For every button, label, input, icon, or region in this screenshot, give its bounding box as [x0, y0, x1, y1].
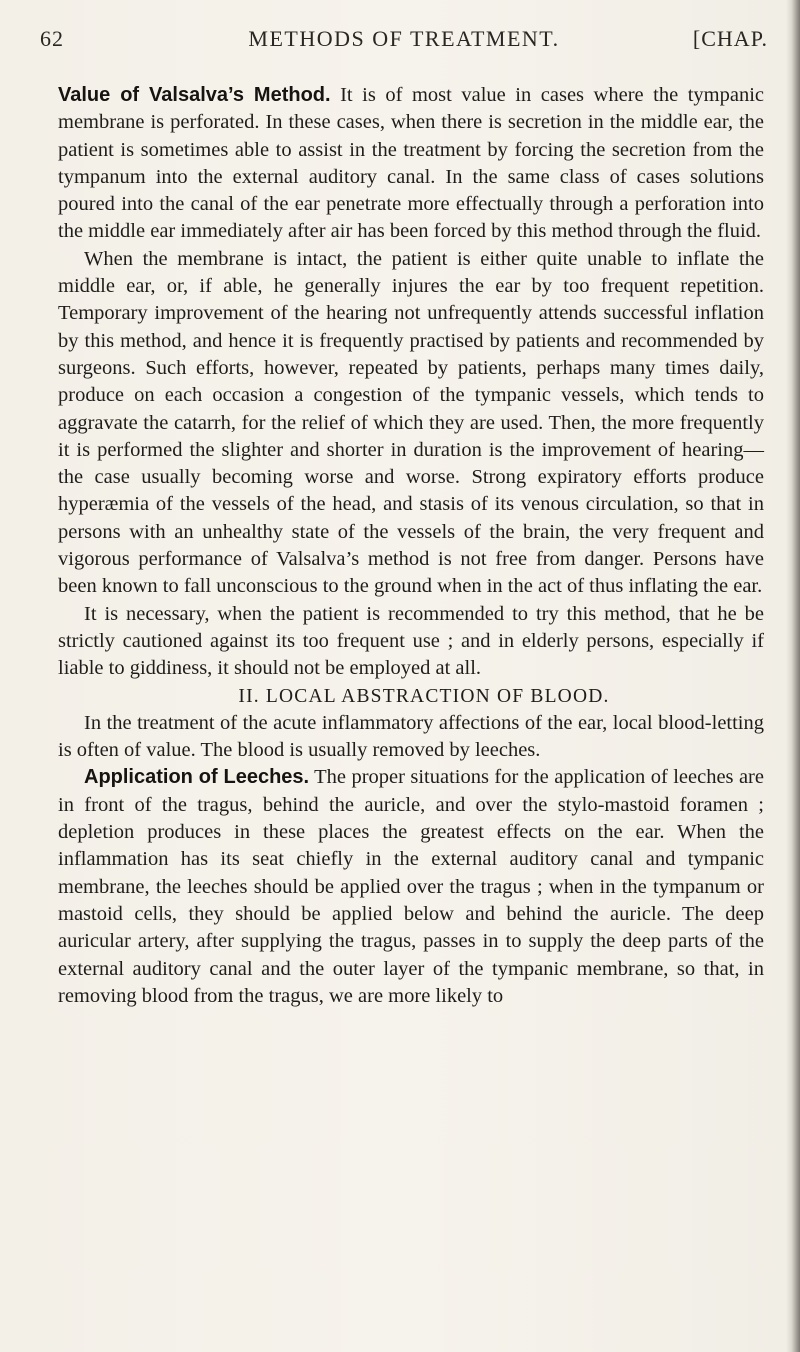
paragraph-text: In the treatment of the acute inflammatory affections of the ear, local blood-letting is often of value. The blood is usually removed by leeches. [58, 711, 764, 762]
side-heading-leeches: Application of Leeches. [84, 766, 310, 789]
paragraph-blood-letting [58, 710, 764, 765]
paragraph-valsalva-value [58, 82, 764, 246]
side-heading-valsalva: Value of Valsalva’s Method. [58, 84, 331, 106]
page-number: 62 [40, 26, 64, 51]
running-header [40, 26, 768, 60]
paragraph-text: It is necessary, when the patient is recommended to try this method, that he be strictly cautioned against its too frequent use ; and in elderly persons, especially if liable to giddiness, it should not be employed at all. [58, 602, 764, 680]
paragraph-text: The proper situations for the application of leeches are in front of the tragus, behind the auricle, and over the stylo-mastoid foramen ; depletion produces in these places the greatest effects on the ear. When the inflammation has its seat chiefly in the external auditory canal and tympanic membrane, the leeches should be applied over the tragus ; when in the tympanum or mastoid cells, they should be applied below and behind the auricle. The deep auricular artery, after supplying the tragus, passes in to supply the deep parts of the external auditory canal and the outer layer of the tympanic membrane, so that, in removing blood from the tragus, we are more likely to [58, 766, 764, 1007]
section-title: II. LOCAL ABSTRACTION OF BLOOD. [238, 685, 610, 707]
chapter-mark: [CHAP. [692, 26, 768, 51]
running-title: METHODS OF TREATMENT. [248, 26, 560, 51]
paragraph-text: When the membrane is intact, the patient is either quite unable to inflate the middle ear, or, if able, he generally injures the ear by too frequent repetition. Temporary improvement of the hearing not unfrequently attends successful inflation by this method, and hence it is frequently practised by patients and recommended by surgeons. Such efforts, however, repeated by patients, perhaps many times daily, produce on each occasion a congestion of the tympanic vessels, which tends to aggravate the catarrh, for the relief of which they are used. Then, the more frequently it is performed the slighter and shorter in duration is the improvement of hearing—the case usually becoming worse and worse. Strong expiratory efforts produce hyperæmia of the vessels of the head, and stasis of its venous circulation, so that in persons with an unhealthy state of the vessels of the brain, the very frequent and vigorous performance of Valsalva’s method is not free from danger. Persons have been known to fall unconscious to the ground when in the act of thus inflating the ear. [58, 247, 764, 598]
paragraph-leeches [58, 764, 764, 1010]
paragraph-membrane-intact [58, 246, 764, 601]
paragraph-caution [58, 601, 764, 683]
paragraph-text: It is of most value in cases where the tympanic membrane is perforated. In these cases, when there is secretion in the middle ear, the patient is sometimes able to assist in the treatment by forcing the secretion from the tympanum into the external auditory canal. In the same class of cases solutions poured into the canal of the ear penetrate more effectually through a perforation into the middle ear immediately after air has been forced by this method through the fluid. [58, 84, 765, 243]
page-edge-shadow [786, 0, 800, 1352]
body-text [58, 82, 764, 1010]
